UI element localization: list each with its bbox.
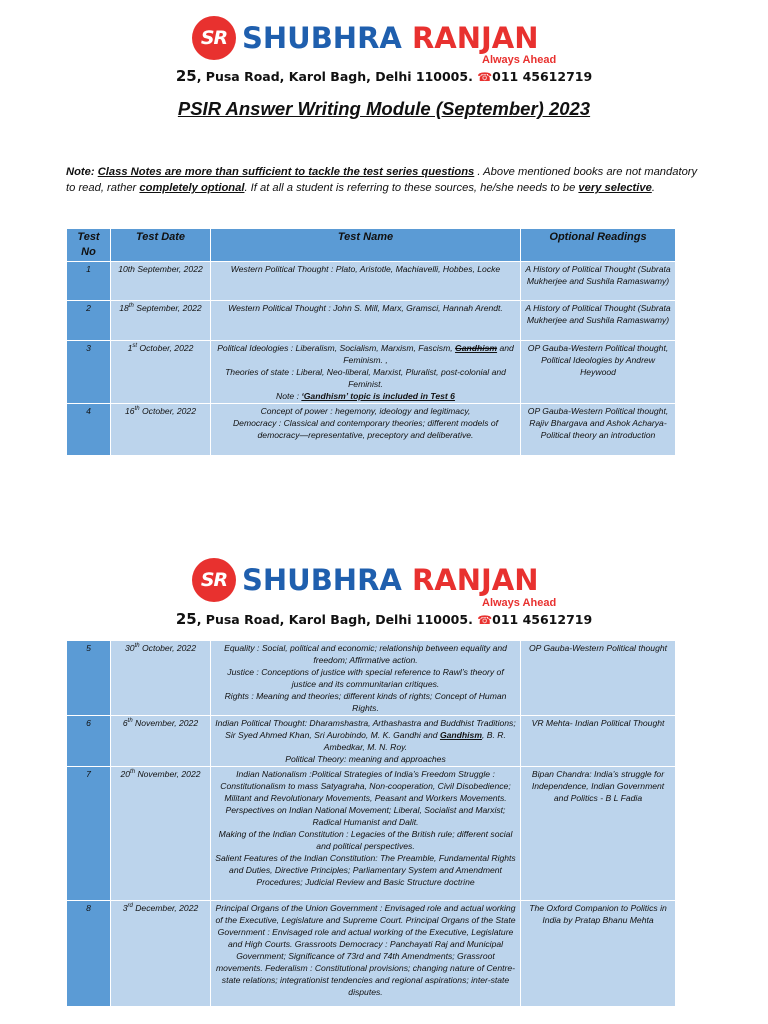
header-test-name: Test Name [211,229,521,262]
date-rest: December, 2022 [132,903,199,913]
note-emphasis-1: Class Notes are more than sufficient to tackle the test series questions [97,166,475,178]
address-line [0,610,768,628]
address-number: 25 [175,67,197,85]
schedule-table-2 [66,640,676,1007]
row-optional-reading: Bipan Chandra: India’s struggle for Independence, Indian Government and Politics - B L Fadia [521,767,676,901]
brand-second: RANJAN [411,562,539,597]
brand-name [242,562,539,597]
brand-second: RANJAN [411,20,539,55]
row-optional-reading: VR Mehta- Indian Political Thought [521,716,676,767]
row-optional-reading: A History of Political Thought (Subrata Mukherjee and Sushila Ramaswamy) [521,301,676,341]
row-test-no: 3 [67,341,111,404]
sr-logo-mark: SR [192,16,236,60]
name-part: Justice : Conceptions of justice with special reference to Rawl’s theory of justice and its communitarian critiques. [227,667,504,689]
table-row [67,301,676,341]
row-optional-reading: OP Gauba-Western Political thought, Political Ideologies by Andrew Heywood [521,341,676,404]
name-part: Concept of power : hegemony, ideology and legitimacy, [260,406,471,416]
table-row [67,716,676,767]
brand-tagline: Always Ahead [482,597,557,609]
date-rest: October, 2022 [139,643,196,653]
row-test-no: 1 [67,262,111,301]
row-test-name: Western Political Thought : Plato, Aristotle, Machiavelli, Hobbes, Locke [211,262,521,301]
date-suffix: th [127,718,133,725]
name-part: Rights : Meaning and theories; different kinds of rights; Concept of Human Rights. [224,691,507,713]
row-test-no: 2 [67,301,111,341]
name-note-label: Note : [276,391,302,401]
row-test-no: 5 [67,641,111,716]
date-day: 1 [127,343,133,353]
date-day: 30 [125,643,135,653]
phone-icon: ☎ [477,70,493,84]
name-part: Making of the Indian Constitution : Legacies of the British rule; different social and political perspectives. [218,829,513,851]
row-test-no: 7 [67,767,111,901]
address-line [0,67,768,85]
note-emphasis-3: very selective [578,182,652,194]
phone-number: 011 45612719 [492,612,593,627]
row-test-no: 8 [67,901,111,1007]
brand-first: SHUBHRA [242,562,402,597]
name-part: Equality : Social, political and economic; relationship between equality and freedom; Affirmative action. [224,643,507,665]
date-rest: October, 2022 [139,406,196,416]
table-row [67,404,676,456]
name-part: Theories of state : Liberal, Neo-liberal, Marxist, Pluralist, post-colonial and Feminist. [225,367,506,389]
row-test-date [111,716,211,767]
brand-first: SHUBHRA [242,20,402,55]
name-underlined-topic: Gandhism [439,730,482,740]
table-row [67,641,676,716]
row-test-date [111,641,211,716]
date-day: 18 [119,303,129,313]
row-test-name [211,716,521,767]
note-text-3: . If at all a student is referring to these sources, he/she needs to be [244,182,579,194]
table-row [67,262,676,301]
row-test-name [211,641,521,716]
date-suffix: th [134,643,140,650]
date-suffix: rd [127,903,133,910]
name-part: Political Theory: meaning and approaches [285,754,446,764]
header-test-no: Test No [67,229,111,262]
row-test-name [211,404,521,456]
header-test-date: Test Date [111,229,211,262]
date-suffix: th [130,769,136,776]
address-text: , Pusa Road, Karol Bagh, Delhi 110005. [196,612,473,627]
table-row [67,767,676,901]
date-suffix: th [134,406,140,413]
table-row [67,341,676,404]
name-note-text: ‘Gandhism’ topic is included in Test 6 [301,391,455,401]
note-text-2: . Above mentioned books are not mandatory to read, rather [66,166,698,194]
note-text-4: . [651,182,655,194]
date-rest: September, 2022 [133,303,202,313]
date-suffix: th [128,303,134,310]
date-day: 20 [120,769,131,779]
name-part: Political Ideologies : Liberalism, Socialism, Marxism, Fascism, [217,343,456,353]
schedule-table-1 [66,228,676,456]
note-paragraph [66,164,706,196]
page-title: PSIR Answer Writing Module (September) 2023 [177,98,591,119]
row-test-date: 10th September, 2022 [111,262,211,301]
name-part: and Feminism. , [343,343,514,365]
row-test-name [211,341,521,404]
row-test-name: Western Political Thought : John S. Mill, Marx, Gramsci, Hannah Arendt. [211,301,521,341]
note-label: Note: [66,166,95,178]
brand-name [242,20,539,55]
name-part: , B. R. Ambedkar, M. N. Roy. [323,730,506,752]
row-test-no: 6 [67,716,111,767]
row-optional-reading: The Oxford Companion to Politics in India by Pratap Bhanu Mehta [521,901,676,1007]
note-emphasis-2: completely optional [139,182,245,194]
name-part: Indian Nationalism :Political Strategies of India’s Freedom Struggle : Constitutionalism to mass Satyagraha, Non-cooperation, Civil Disobedience; Militant and Revolutionary Movements, Peasant and Workers Movements. Perspectives on Indian National Movement; Liberal, Socialist and Marxist; Radical Humanist and Dalit. [220,769,511,827]
address-text: , Pusa Road, Karol Bagh, Delhi 110005. [196,69,473,84]
date-rest: October, 2022 [137,343,194,353]
date-day: 6 [122,718,128,728]
date-day: 16 [125,406,135,416]
row-test-date [111,404,211,456]
table-header-row [67,229,676,262]
date-day: 3 [122,903,128,913]
row-test-date [111,767,211,901]
row-optional-reading: OP Gauba-Western Political thought [521,641,676,716]
row-test-date [111,341,211,404]
date-rest: November, 2022 [135,769,201,779]
table-row [67,901,676,1007]
date-rest: November, 2022 [132,718,199,728]
row-test-no: 4 [67,404,111,456]
date-suffix: st [132,343,138,350]
row-test-name [211,767,521,901]
row-optional-reading: OP Gauba-Western Political thought, Rajiv Bhargava and Ashok Acharya- Political theory an introduction [521,404,676,456]
header-optional-readings: Optional Readings [521,229,676,262]
address-number: 25 [175,610,197,628]
row-test-date [111,301,211,341]
row-optional-reading: A History of Political Thought (Subrata Mukherjee and Sushila Ramaswamy) [521,262,676,301]
brand-logo-page2 [192,558,539,602]
row-test-name: Principal Organs of the Union Government : Envisaged role and actual working of the Executive, Legislature and Supreme Court. Principal Organs of the State Government : Envisaged role and actual working of the Executive, Legislature and High Courts. Grassroots Democracy : Panchayati Raj and Municipal Government; Significance of 73rd and 74th Amendments; Grassroot movements. Federalism : Constitutional provisions; changing nature of Centre-state relations; integrationist tendencies and regional aspirations; inter-state disputes. [211,901,521,1007]
name-part: Democracy : Classical and contemporary theories; different models of democracy—representative, preceptory and deliberative. [232,418,499,440]
phone-icon: ☎ [477,613,493,627]
phone-number: 011 45612719 [492,69,593,84]
name-struck-topic: Gandhism [455,343,498,353]
brand-tagline: Always Ahead [482,54,557,66]
name-part: Salient Features of the Indian Constitution: The Preamble, Fundamental Rights and Duties, Directive Principles; Parliamentary System and Amendment Procedures; Judicial Review and Basic Structure doctrine [215,853,516,887]
sr-logo-mark: SR [192,558,236,602]
row-test-date [111,901,211,1007]
name-part: Indian Political Thought: Dharamshastra, Arthashastra and Buddhist Traditions; Sir Syed Ahmed Khan, Sri Aurobindo, M. K. Gandhi and [215,718,516,740]
